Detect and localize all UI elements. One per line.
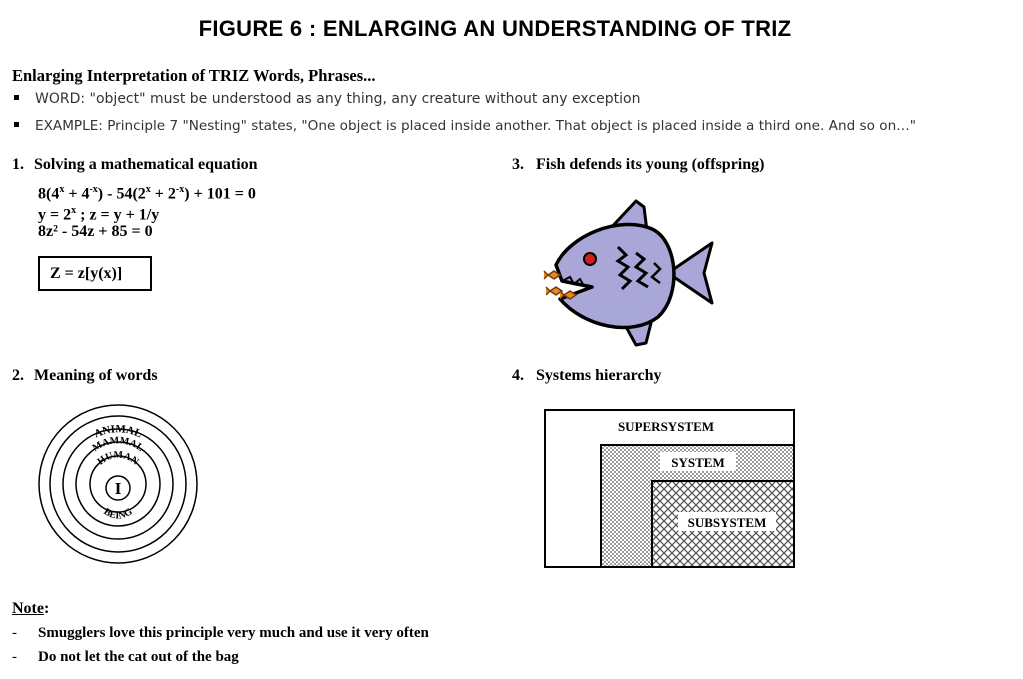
subsystem-label: SUBSYSTEM [687, 515, 767, 530]
note-item-2 [12, 649, 239, 666]
section-3-heading [512, 156, 764, 174]
fish-body [556, 224, 674, 327]
ring-label-i: I [114, 479, 122, 498]
fish-eye [584, 253, 596, 265]
eq1-exp: x [59, 184, 65, 195]
section-4-heading [512, 367, 661, 385]
section-3-title: Fish defends its young (offspring) [536, 156, 765, 173]
note-item-2-text: Do not let the cat out of the bag [38, 649, 239, 665]
section-3-number: 3. [512, 156, 524, 173]
bullet-marker [14, 95, 19, 100]
eq1-exp: -x [175, 184, 185, 195]
figure-title: FIGURE 6 : ENLARGING AN UNDERSTANDING OF TRIZ [198, 16, 792, 41]
section-1-heading [12, 156, 258, 174]
ring-label-mammal: MAMMAL [90, 435, 146, 454]
section-2-heading [12, 367, 158, 385]
note-item-1 [12, 625, 429, 642]
bullet-marker [14, 122, 19, 127]
supersystem-label: SUPERSYSTEM [617, 419, 715, 434]
bullet-example-text: EXAMPLE: Principle 7 "Nesting" states, "One object is placed inside another. That object is placed inside a third one. And so on…" [35, 118, 917, 134]
intro-heading: Enlarging Interpretation of TRIZ Words, Phrases... [12, 66, 376, 85]
equation-line-3: 8z² - 54z + 85 = 0 [38, 223, 153, 240]
bullet-example [14, 118, 916, 134]
fish-illustration [540, 195, 720, 350]
ring-label-being: BEING [101, 506, 135, 522]
eq1-part: + 4 [64, 185, 90, 203]
note-item-1-text: Smugglers love this principle very much and use it very often [38, 625, 429, 641]
ring-label-human: HUMAN [95, 449, 141, 468]
system-label: SYSTEM [671, 455, 725, 470]
section-4-number: 4. [512, 367, 524, 384]
section-1-number: 1. [12, 156, 24, 173]
eq1-part: + 2 [150, 185, 176, 203]
concentric-words-diagram [37, 403, 199, 565]
systems-hierarchy-diagram [544, 409, 798, 571]
section-2-number: 2. [12, 367, 24, 384]
note-title: Note [12, 600, 44, 617]
ring-label-animal: ANIMAL [92, 423, 144, 441]
bullet-word [14, 91, 640, 107]
section-4-title: Systems hierarchy [536, 367, 662, 384]
note-dash: - [12, 649, 17, 665]
eq1-part: 8(4 [38, 185, 60, 203]
eq2-part: y = 2 [38, 206, 72, 224]
eq2-part: ; z = y + 1/y [76, 206, 160, 224]
boxed-solution: Z = z[y(x)] [38, 256, 152, 291]
section-1-title: Solving a mathematical equation [34, 156, 258, 173]
eq2-exp: x [71, 205, 77, 216]
eq1-exp: x [145, 184, 151, 195]
note-colon: : [43, 600, 50, 617]
note-heading [12, 600, 49, 618]
bullet-word-text: WORD: "object" must be understood as any thing, any creature without any exception [35, 91, 641, 107]
eq1-exp: -x [89, 184, 98, 195]
eq1-part: ) - 54(2 [97, 185, 146, 203]
note-dash: - [12, 625, 17, 641]
section-2-title: Meaning of words [34, 367, 158, 384]
eq1-part: ) + 101 = 0 [184, 185, 256, 203]
